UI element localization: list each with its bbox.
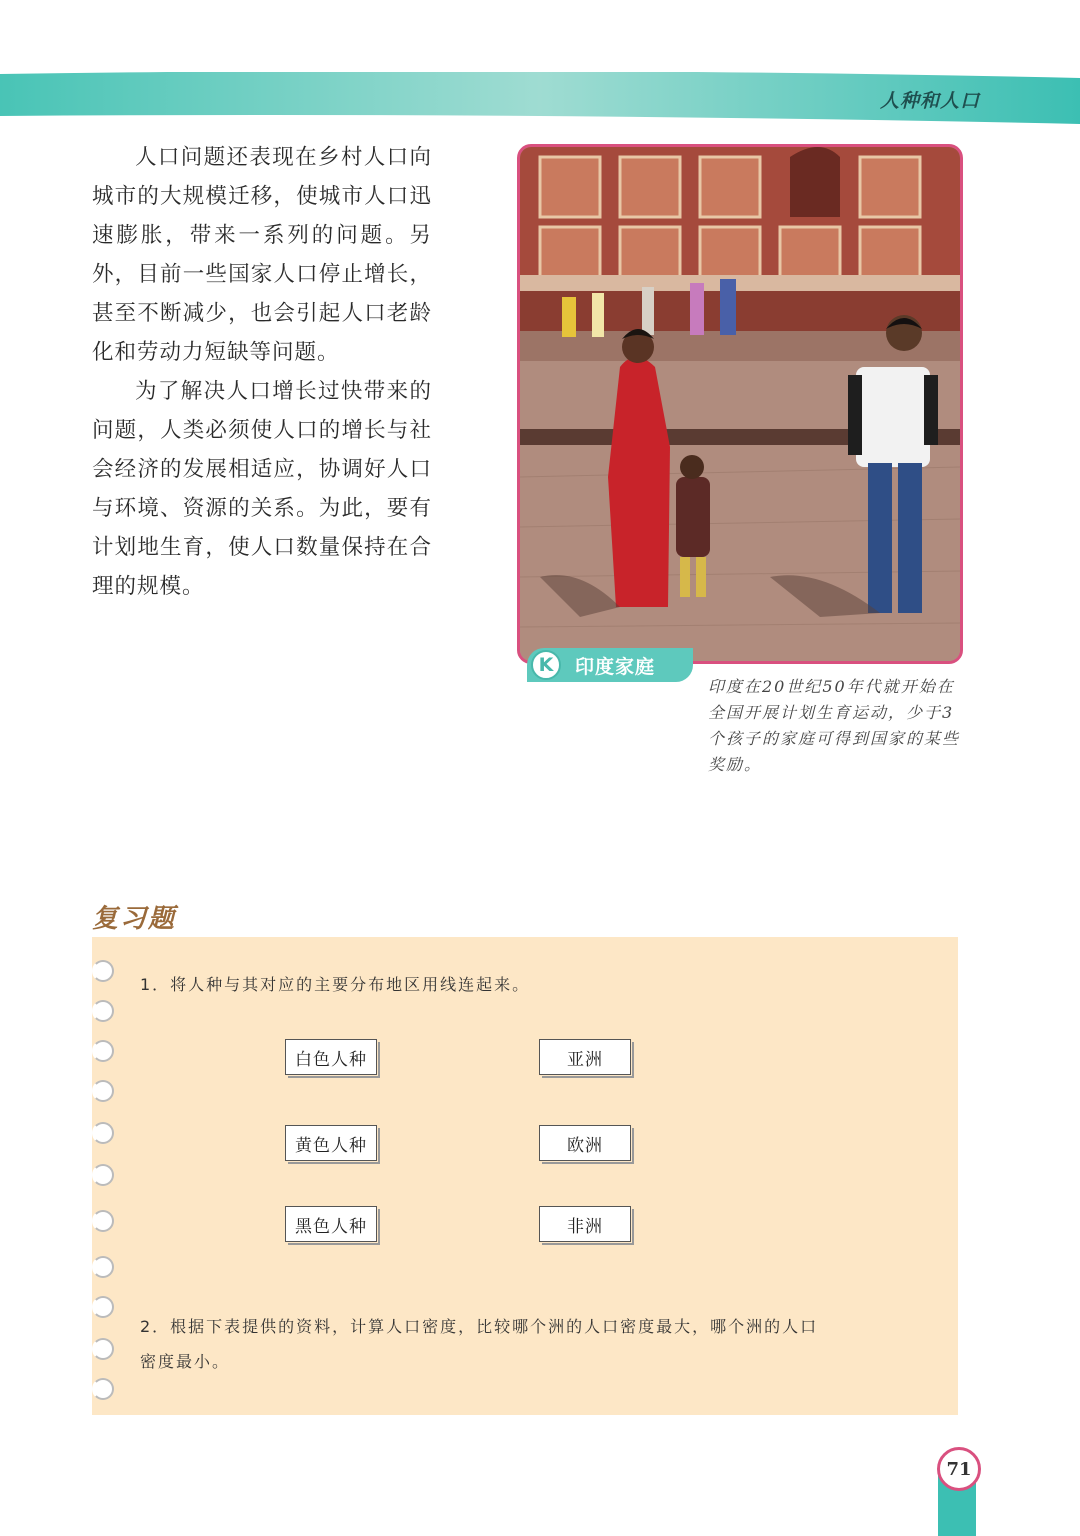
region-box-europe[interactable]: 欧洲 — [539, 1125, 631, 1161]
region-box-asia[interactable]: 亚洲 — [539, 1039, 631, 1075]
binder-ring — [92, 1122, 114, 1144]
question-2-line-1: 2．根据下表提供的资料，计算人口密度，比较哪个洲的人口密度最大，哪个洲的人口 — [140, 1317, 819, 1336]
figure-label — [527, 648, 693, 682]
body-text — [92, 138, 432, 606]
figure-caption: 印度在20世纪50年代就开始在全国开展计划生育运动，少于3个孩子的家庭可得到国家的某些奖励。 — [708, 677, 961, 774]
india-family-photo — [517, 144, 963, 664]
binder-ring — [92, 1256, 114, 1278]
race-box-white[interactable]: 白色人种 — [285, 1039, 377, 1075]
race-box-black[interactable]: 黑色人种 — [285, 1206, 377, 1242]
race-box-yellow[interactable]: 黄色人种 — [285, 1125, 377, 1161]
question-1: 1．将人种与其对应的主要分布地区用线连起来。 — [140, 975, 531, 994]
binder-ring — [92, 1210, 114, 1232]
question-2-line-2: 密度最小。 — [140, 1352, 231, 1371]
binder-ring — [92, 1080, 114, 1102]
binder-ring — [92, 1164, 114, 1186]
chapter-title: 人种和人口 — [879, 90, 980, 112]
paragraph: 为了解决人口增长过快带来的问题，人类必须使人口的增长与社会经济的发展相适应，协调好人口与环境、资源的关系。为此，要有计划地生育，使人口数量保持在合理的规模。 — [92, 379, 432, 599]
binder-ring — [92, 1338, 114, 1360]
binder-ring — [92, 960, 114, 982]
binder-ring — [92, 1378, 114, 1400]
binder-ring — [92, 1000, 114, 1022]
paragraph: 人口问题还表现在乡村人口向城市的大规模迁移，使城市人口迅速膨胀，带来一系列的问题。另外，目前一些国家人口停止增长，甚至不断减少，也会引起人口老龄化和劳动力短缺等问题。 — [92, 145, 432, 365]
review-title: 复习题 — [92, 904, 177, 934]
binder-ring — [92, 1296, 114, 1318]
figure-label-text: 印度家庭 — [575, 655, 656, 678]
figure-badge: K — [531, 650, 561, 680]
binder-ring — [92, 1040, 114, 1062]
page-number: 71 — [937, 1447, 981, 1491]
region-box-africa[interactable]: 非洲 — [539, 1206, 631, 1242]
